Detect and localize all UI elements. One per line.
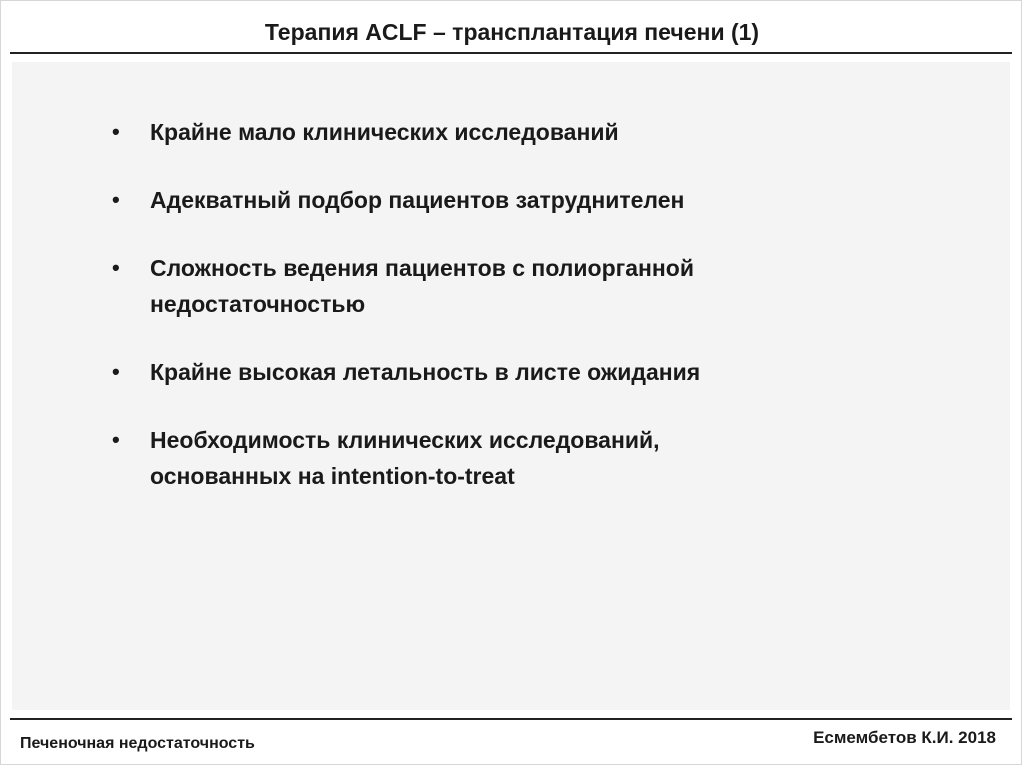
bullet-dot-icon: • [112,187,120,212]
bullet-text-line: Необходимость клинических исследований, [150,427,660,453]
footer-divider [10,718,1012,720]
bullet-text-line: Крайне мало клинических исследований [150,119,619,145]
bullet-text-line: недостаточностью [150,291,366,317]
bullet-item-4 [110,354,890,390]
slide-title: Терапия ACLF – трансплантация печени (1) [264,19,760,45]
bullet-item-1 [110,114,890,150]
bullet-text-line: основанных на intention-to-treat [150,463,515,489]
bullet-item-2 [110,182,890,218]
bullet-dot-icon: • [112,359,120,384]
bullet-dot-icon: • [112,427,120,452]
footer-topic: Печеночная недостаточность [20,735,255,752]
bullet-text-line: Крайне высокая летальность в листе ожидания [150,359,701,385]
bullet-item-5 [110,422,890,494]
title-divider [10,52,1012,54]
footer-author: Есмембетов К.И. 2018 [813,728,996,747]
bullet-dot-icon: • [112,255,120,280]
bullet-list [110,114,890,526]
bullet-item-3 [110,250,890,322]
bullet-text-line: Сложность ведения пациентов с полиорганной [150,255,694,281]
bullet-dot-icon: • [112,119,120,144]
bullet-text-line: Адекватный подбор пациентов затруднителен [150,187,685,213]
